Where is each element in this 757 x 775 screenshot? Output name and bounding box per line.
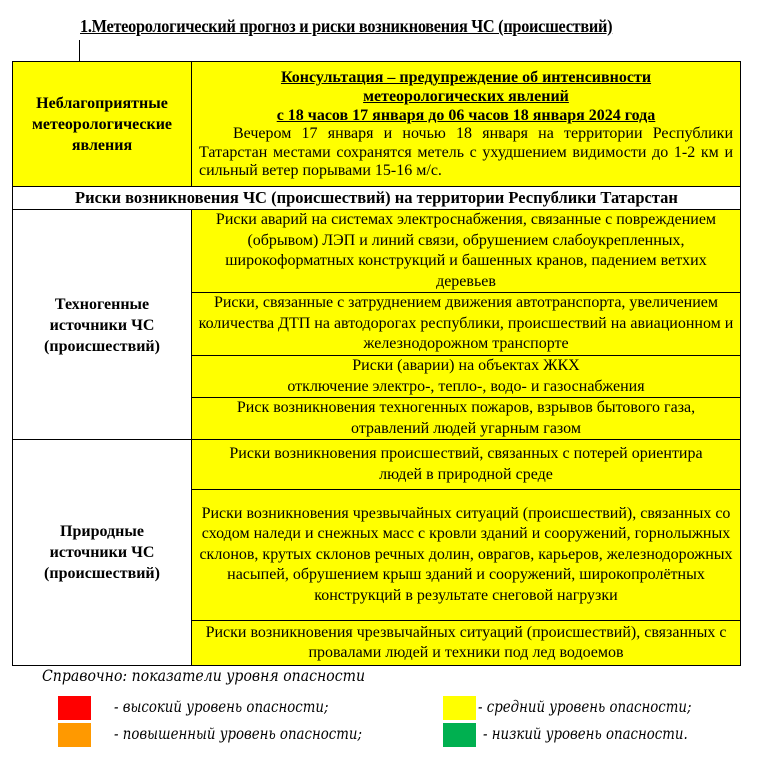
forecast-text: Вечером 17 января и ночью 18 января на территории Республики Татарстан местами сохранятся метель с ухудшением видимости до 1-2 км и сильный ветер порывами 15-16 м/с. <box>199 125 733 180</box>
swatch-orange <box>58 723 91 747</box>
forecast-title-1: Консультация – предупреждение об интенсивности <box>280 69 652 87</box>
risks-heading: Риски возникновения ЧС (происшествий) на территории Республики Татарстан <box>13 187 741 210</box>
meteo-row <box>13 62 741 187</box>
risk-item: Риски возникновения происшествий, связанных с потерей ориентира людей в природной среде <box>192 440 741 490</box>
title-divider <box>79 40 80 61</box>
risk-row <box>13 440 741 490</box>
risk-table <box>12 61 741 666</box>
natural-sources-label: Природные источники ЧС (происшествий) <box>13 440 192 666</box>
legend-label-elevated: - повышенный уровень опасности; <box>114 725 362 743</box>
swatch-yellow <box>443 696 476 720</box>
risk-item: Риск возникновения техногенных пожаров, взрывов бытового газа, отравлений людей угарным газом <box>192 398 741 440</box>
swatch-green <box>443 723 476 747</box>
legend-label-medium: - средний уровень опасности; <box>478 698 692 716</box>
forecast-title-2: метеорологических явлений <box>363 88 569 106</box>
risk-item: Риски аварий на системах электроснабжения, связанные с повреждением (обрывом) ЛЭП и линий связи, обрушением слабоукрепленных, широкоформатных конструкций и башенных кранов, падением ветхих деревьев <box>192 210 741 293</box>
risks-heading-row <box>13 187 741 210</box>
forecast-title-3: с 18 часов 17 января до 06 часов 18 января 2024 года <box>276 107 656 125</box>
risk-item-line-1: Риски (аварии) на объектах ЖКХ <box>352 357 580 374</box>
forecast-cell <box>192 62 741 187</box>
swatch-red <box>58 696 91 720</box>
risk-row <box>13 210 741 293</box>
document-title: 1.Метеорологический прогноз и риски возникновения ЧС (происшествий) <box>80 16 613 36</box>
risk-item <box>192 356 741 398</box>
legend-title: Справочно: показатели уровня опасности <box>42 666 366 685</box>
risk-item: Риски, связанные с затруднением движения автотранспорта, увеличением количества ДТП на автодорогах республики, происшествий на авиационном и железнодорожном транспорте <box>192 293 741 356</box>
risk-item: Риски возникновения чрезвычайных ситуаций (происшествий), связанных со сходом наледи и снежных масс с кровли зданий и сооружений, горнолыжных склонов, крутых склонов речных долин, оврагов, карьеров, железнодорожных насыпей, обрушением крыш зданий и сооружений, широкопролётных конструкций в результате снеговой нагрузки <box>192 490 741 621</box>
technogenic-sources-label: Техногенные источники ЧС (происшествий) <box>13 210 192 440</box>
risk-item-line-2: отключение электро-, тепло-, водо- и газоснабжения <box>287 377 645 395</box>
legend-label-low: - низкий уровень опасности. <box>483 725 688 743</box>
legend-label-high: - высокий уровень опасности; <box>114 698 329 716</box>
risk-item: Риски возникновения чрезвычайных ситуаций (происшествий), связанных с провалами людей и техники под лед водоемов <box>192 621 741 666</box>
meteo-label: Неблагоприятные метеорологические явления <box>13 62 192 187</box>
